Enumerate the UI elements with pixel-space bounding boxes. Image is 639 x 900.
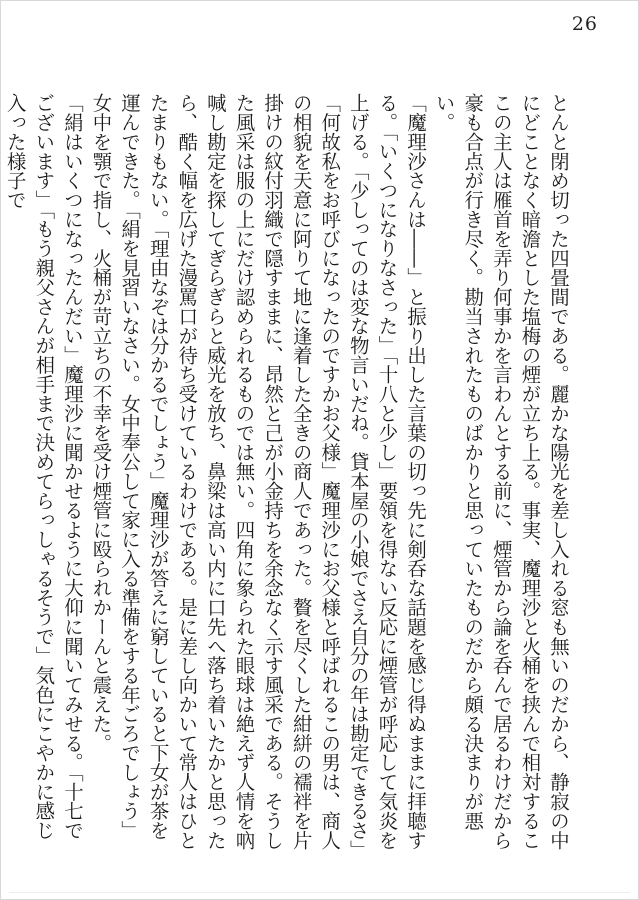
page-bottom-edge [9,892,630,893]
page-number: 26 [571,13,598,35]
vertical-text-body [3,93,572,853]
paragraph-2: 「魔理沙さんは――」と振り出した言葉の切っ先に剣呑な話題を感じ得ぬままに拝聴する。「いくつになりなさった」「十八と少し」要領を得ない反応に煙管が呼応して気炎を上げる。「少しってのは変な物言いだね。貸本屋の小娘でさえ自分の年は勘定できるさ」「何故私をお呼びになったのですかお父様」魔理沙にお父様と呼ばれるこの男は、商人の相貌を天意に阿りて地に逢着した全きの商人であった。贅を尽くした紺絣の襦袢を片掛けの紋付羽織で隠すままに、昂然と己が小金持ちを余念なく示す風采である。そうした風采は服の上にだけ認められるものでは無い。四角に象られた眼球は絶えず人情を吶喊し勘定を探してぎらぎらと威光を放ち、鼻梁は高い内に口先へ落ち着いたかと思ったら、酷く幅を広げた漫罵口が待ち受けているわけである。是に差し向かいて常人はひとたまりもない。「理由なぞは分かるでしょう」魔理沙が答えに窮していると下女が茶を運んできた。「絹を見習いなさい。女中奉公して家に入る準備をする年ごろでしょう」女中を顎で指し、火桶が苛立ちの不幸を受け煙管に殴られかーんと震えた。 [89,93,428,850]
paragraph-3: 「絹はいくつになったんだい」魔理沙に聞かせるように大仰に聞いてみせる。「十七でございます」「もう親父さんが相手まで決めてらっしゃるそうで」気色にこやかに感じ入った様子で [3,93,84,840]
paragraph-1: とんと閉め切った四畳間である。麗かな陽光を差し入れる窓も無いのだから、静寂の中にどことなく暗澹とした塩梅の煙が立ち上る。事実、魔理沙と火桶を挟んで相対するここの主人は雁首を弄り何事かを言わんとする前に、煙管から論を呑んで居るわけだから豪も合点が行き尽く。勘当されたものばかりと思っていたものだから頗る決まりが悪い。 [432,93,570,850]
